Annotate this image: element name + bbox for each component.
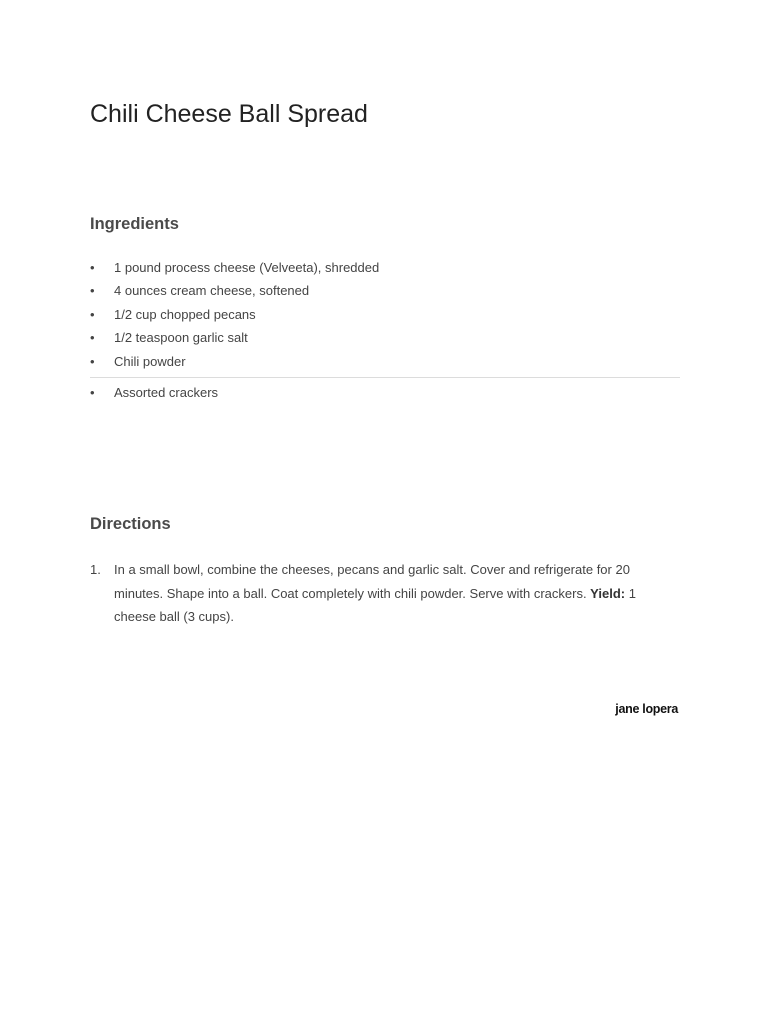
ingredient-item <box>90 328 680 351</box>
bullet-icon: • <box>90 385 95 400</box>
bullet-icon: • <box>90 330 95 346</box>
recipe-title: Chili Cheese Ball Spread <box>90 100 368 128</box>
ingredient-text: 1/2 teaspoon garlic salt <box>114 330 248 346</box>
author-signature: jane lopera <box>615 702 678 716</box>
yield-text: 1 cheese ball (3 cups). <box>114 585 636 624</box>
ingredients-heading: Ingredients <box>90 215 179 233</box>
ingredient-item <box>90 281 680 304</box>
ingredient-item <box>90 305 680 328</box>
ingredient-item <box>90 258 680 281</box>
ingredient-text: 1 pound process cheese (Velveeta), shredded <box>114 260 380 275</box>
ingredient-text: 4 ounces cream cheese, softened <box>114 283 310 299</box>
step-number: 1. <box>90 562 101 577</box>
yield-label: Yield: <box>590 585 626 601</box>
direction-step <box>90 558 650 629</box>
ingredient-item <box>90 352 680 375</box>
ingredient-text: Assorted crackers <box>114 385 219 400</box>
ingredient-text: 1/2 cup chopped pecans <box>114 306 256 322</box>
bullet-icon: • <box>90 283 95 299</box>
ingredient-item <box>90 383 680 406</box>
directions-list <box>90 558 650 629</box>
bullet-icon: • <box>90 353 95 369</box>
bullet-icon: • <box>90 260 95 275</box>
ingredient-text: Chili powder <box>114 353 186 369</box>
ingredients-divider <box>90 377 680 378</box>
bullet-icon: • <box>90 306 95 322</box>
ingredients-list <box>90 258 680 375</box>
directions-heading: Directions <box>90 515 171 533</box>
extra-ingredients-list <box>90 383 680 406</box>
step-text: In a small bowl, combine the cheeses, pecans and garlic salt. Cover and refrigerate for 20 minutes. Shape into a ball. Coat completely with chili powder. Serve with crackers. <box>114 562 630 601</box>
